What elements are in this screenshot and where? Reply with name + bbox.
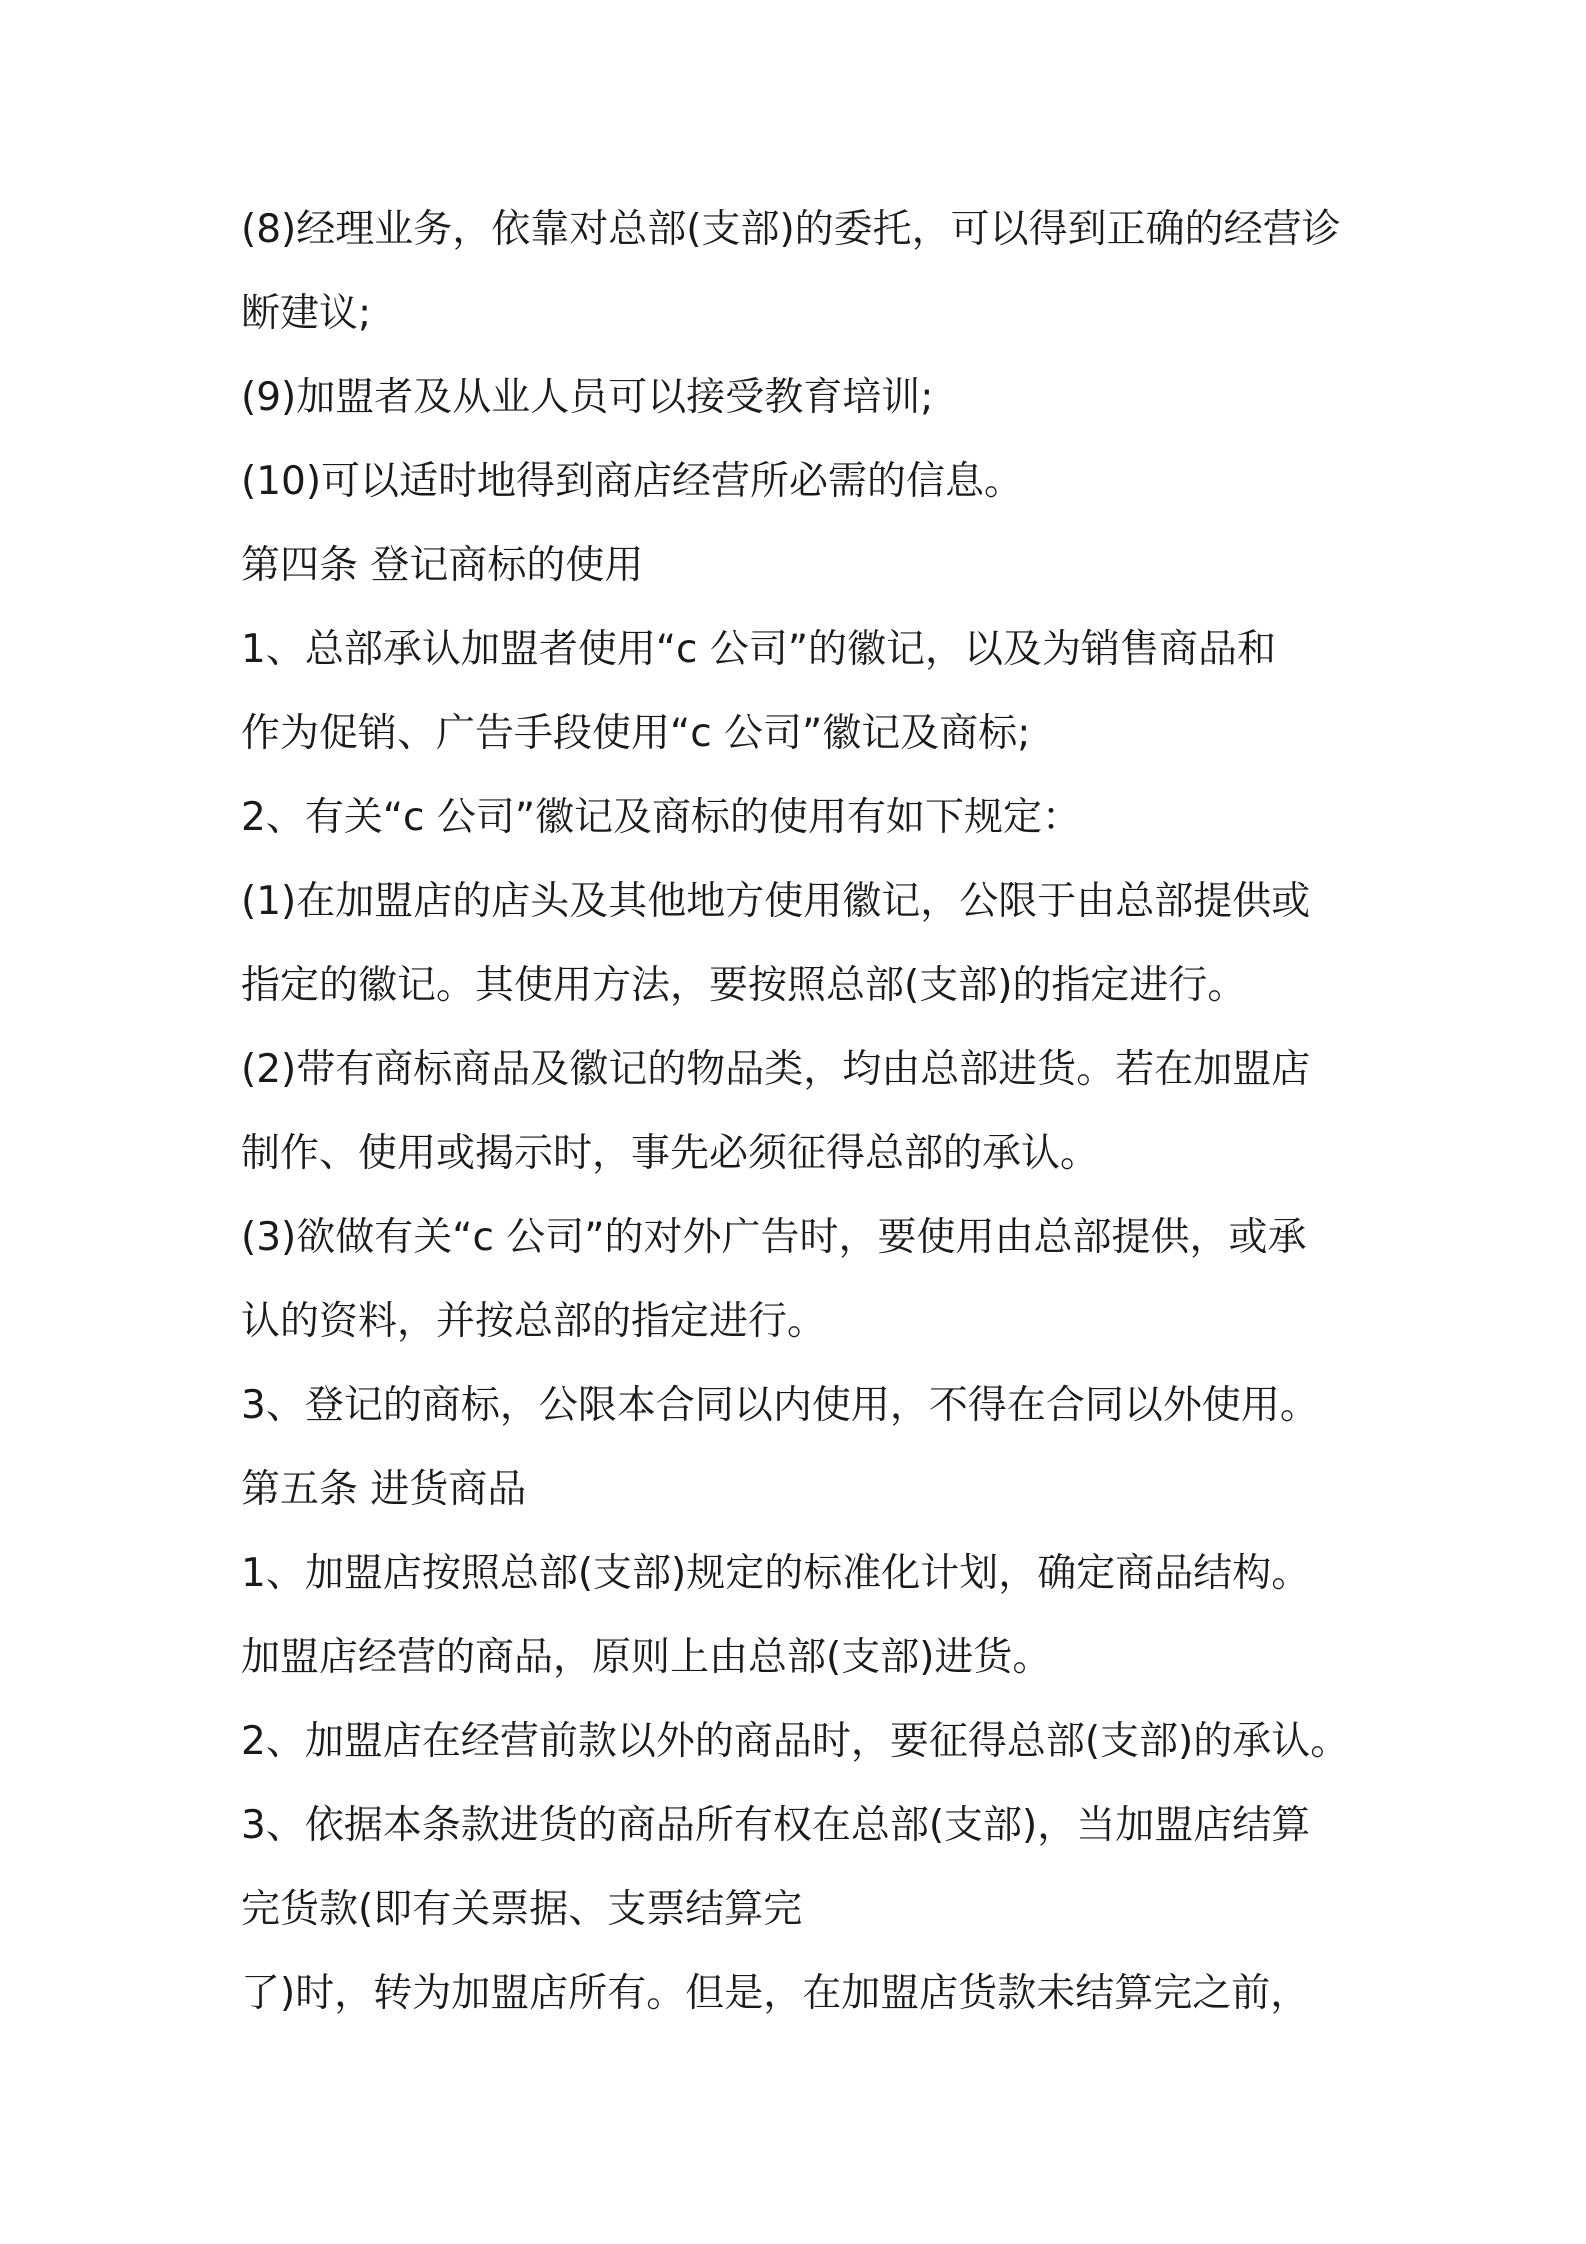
text-line-11: (2)带有商标商品及徽记的物品类，均由总部进货。若在加盟店: [241, 1047, 1311, 1092]
text-line-4: (10)可以适时地得到商店经营所必需的信息。: [241, 459, 1024, 504]
text-line-21: 完货款(即有关票据、支票结算完: [241, 1887, 803, 1932]
text-line-12: 制作、使用或揭示时，事先必须征得总部的承认。: [241, 1131, 1100, 1176]
text-line-8: 2、有关“c 公司”徽记及商标的使用有如下规定：: [241, 795, 1082, 840]
text-line-7: 作为促销、广告手段使用“c 公司”徽记及商标;: [241, 711, 1031, 756]
text-line-14: 认的资料，并按总部的指定进行。: [241, 1299, 827, 1344]
text-line-15: 3、登记的商标，公限本合同以内使用，不得在合同以外使用。: [241, 1383, 1319, 1428]
text-line-20: 3、依据本条款进货的商品所有权在总部(支部)，当加盟店结算: [241, 1803, 1311, 1848]
text-line-13: (3)欲做有关“c 公司”的对外广告时，要使用由总部提供，或承: [241, 1215, 1307, 1260]
text-line-2: 断建议;: [241, 291, 372, 336]
text-line-18: 加盟店经营的商品，原则上由总部(支部)进货。: [241, 1635, 1052, 1680]
text-line-6: 1、总部承认加盟者使用“c 公司”的徽记，以及为销售商品和: [241, 627, 1277, 672]
text-line-1: (8)经理业务，依靠对总部(支部)的委托，可以得到正确的经营诊: [241, 207, 1341, 252]
document-body: [241, 188, 1371, 2036]
text-line-10: 指定的徽记。其使用方法，要按照总部(支部)的指定进行。: [241, 963, 1247, 1008]
text-line-17: 1、加盟店按照总部(支部)规定的标准化计划，确定商品结构。: [241, 1551, 1311, 1596]
section-heading-article-5: 第五条 进货商品: [241, 1467, 527, 1512]
text-line-9: (1)在加盟店的店头及其他地方使用徽记，公限于由总部提供或: [241, 879, 1311, 924]
text-line-19: 2、加盟店在经营前款以外的商品时，要征得总部(支部)的承认。: [241, 1719, 1350, 1764]
text-line-22: 了)时，转为加盟店所有。但是，在加盟店货款未结算完之前，: [241, 1971, 1310, 2016]
text-line-3: (9)加盟者及从业人员可以接受教育培训;: [241, 375, 934, 420]
section-heading-article-4: 第四条 登记商标的使用: [241, 543, 644, 588]
